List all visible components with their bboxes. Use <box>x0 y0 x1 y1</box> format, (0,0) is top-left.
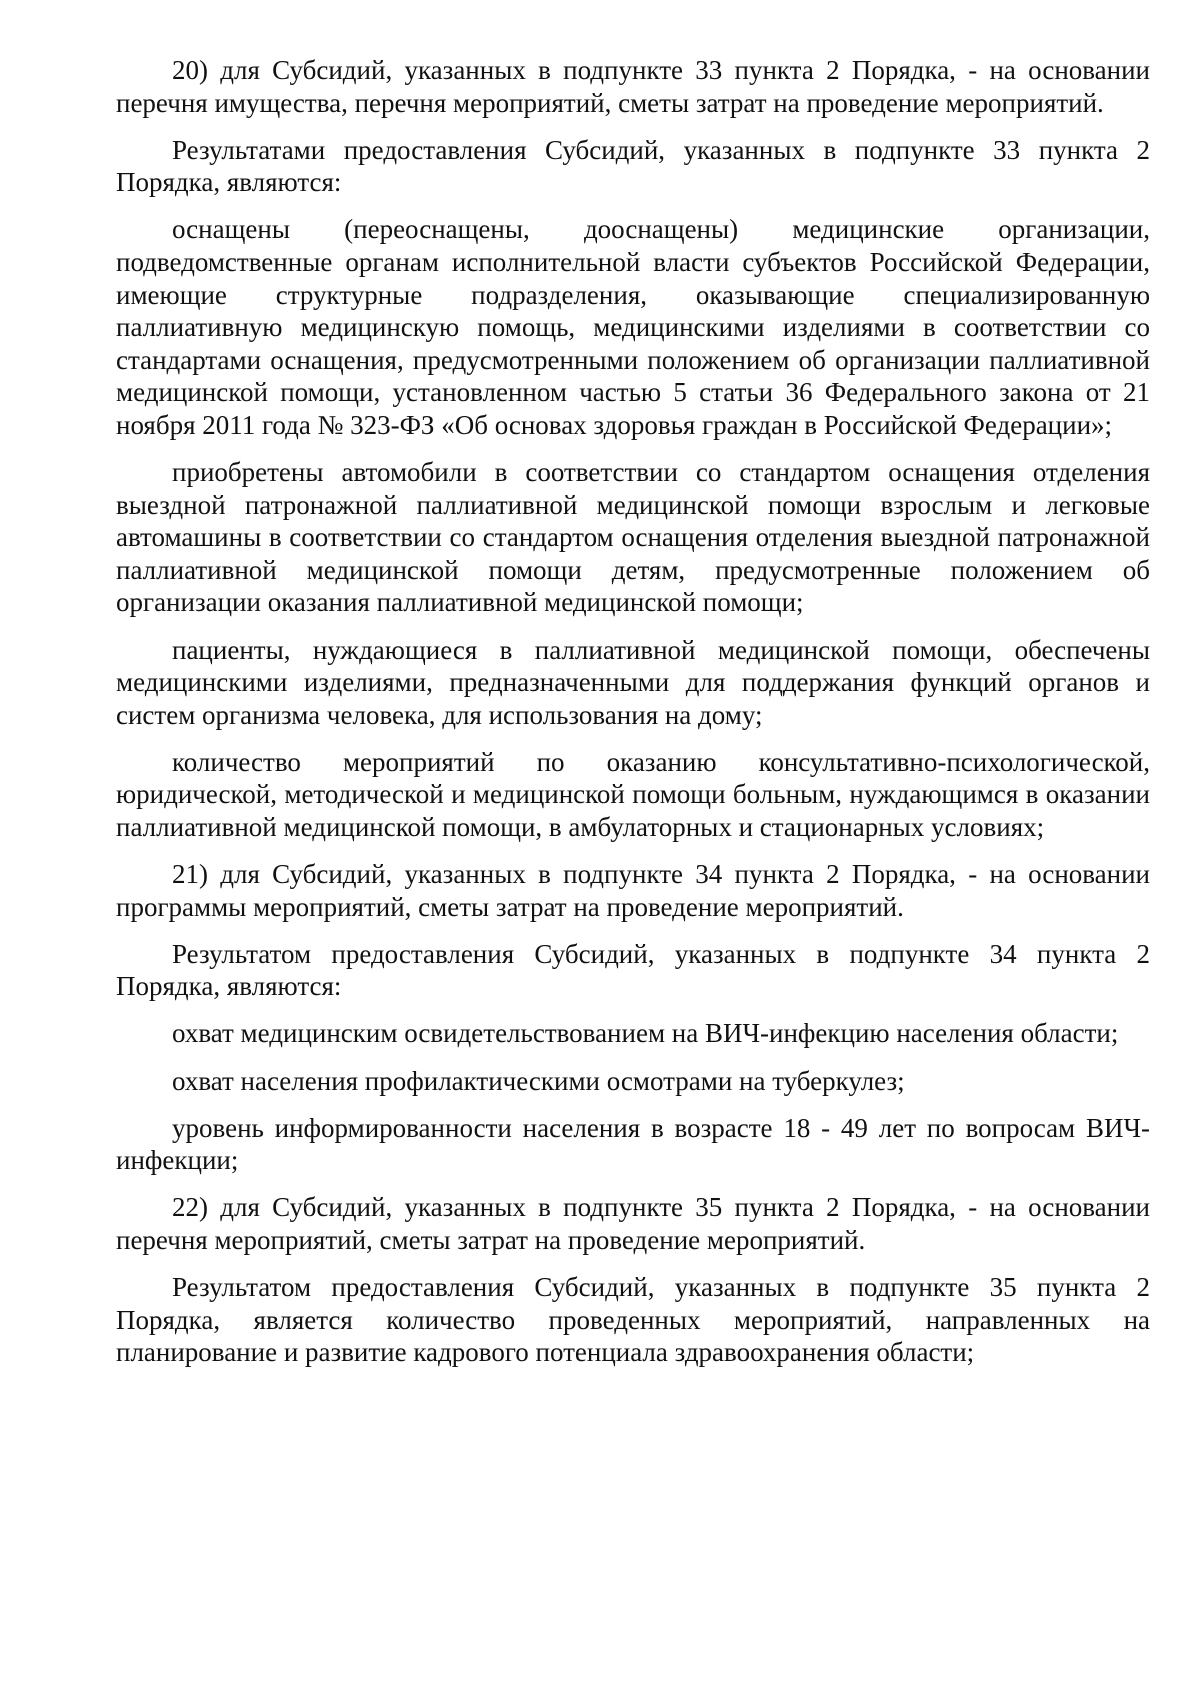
paragraph-item-21: 21) для Субсидий, указанных в подпункте 34 пункта 2 Порядка, - на основании программы мероприятий, сметы затрат на проведение мероприятий. <box>116 859 1150 922</box>
paragraph-events-count: количество мероприятий по оказанию консультативно-психологической, юридической, методической и медицинской помощи больным, нуждающимся в оказании паллиативной медицинской помощи, в амбулаторных и стационарных условиях; <box>116 746 1150 842</box>
paragraph-hiv-coverage: охват медицинским освидетельствованием на ВИЧ-инфекцию населения области; <box>172 1018 1119 1049</box>
paragraph-results-35: Результатом предоставления Субсидий, указанных в подпункте 35 пункта 2 Порядка, является количество проведенных мероприятий, направленных на планирование и развитие кадрового потенциала здравоохранения области; <box>116 1272 1150 1368</box>
paragraph-patients-provided: пациенты, нуждающиеся в паллиативной медицинской помощи, обеспечены медицинскими изделиями, предназначенными для поддержания функций органов и систем организма человека, для использования на дому; <box>116 634 1150 730</box>
paragraph-tb-coverage: охват населения профилактическими осмотрами на туберкулез; <box>172 1065 905 1096</box>
paragraph-item-22: 22) для Субсидий, указанных в подпункте 35 пункта 2 Порядка, - на основании перечня мероприятий, сметы затрат на проведение мероприятий. <box>116 1192 1150 1255</box>
paragraph-equipped-organizations: оснащены (переоснащены, дооснащены) медицинские организации, подведомственные органам исполнительной власти субъектов Российской Федерации, имеющие структурные подразделения, оказывающие специализированную паллиативную медицинскую помощь, медицинскими изделиями в соответствии со стандартами оснащения, предусмотренными положением об организации паллиативной медицинской помощи, установленном частью 5 статьи 36 Федерального закона от 21 ноября 2011 года № 323-ФЗ «Об основах здоровья граждан в Российской Федерации»; <box>116 214 1150 440</box>
paragraph-vehicles-purchased: приобретены автомобили в соответствии со стандартом оснащения отделения выездной патронажной паллиативной медицинской помощи взрослым и легковые автомашины в соответствии со стандартом оснащения отделения выездной патронажной паллиативной медицинской помощи детям, предусмотренные положением об организации оказания паллиативной медицинской помощи; <box>116 457 1150 618</box>
paragraph-item-20: 20) для Субсидий, указанных в подпункте 33 пункта 2 Порядка, - на основании перечня имущества, перечня мероприятий, сметы затрат на проведение мероприятий. <box>116 55 1150 118</box>
paragraph-results-34: Результатом предоставления Субсидий, указанных в подпункте 34 пункта 2 Порядка, являются: <box>116 938 1150 1002</box>
document-page <box>116 54 1150 1383</box>
paragraph-results-33: Результатами предоставления Субсидий, указанных в подпункте 33 пункта 2 Порядка, являются: <box>116 134 1150 198</box>
paragraph-hiv-awareness: уровень информированности населения в возрасте 18 - 49 лет по вопросам ВИЧ-инфекции; <box>116 1112 1150 1176</box>
